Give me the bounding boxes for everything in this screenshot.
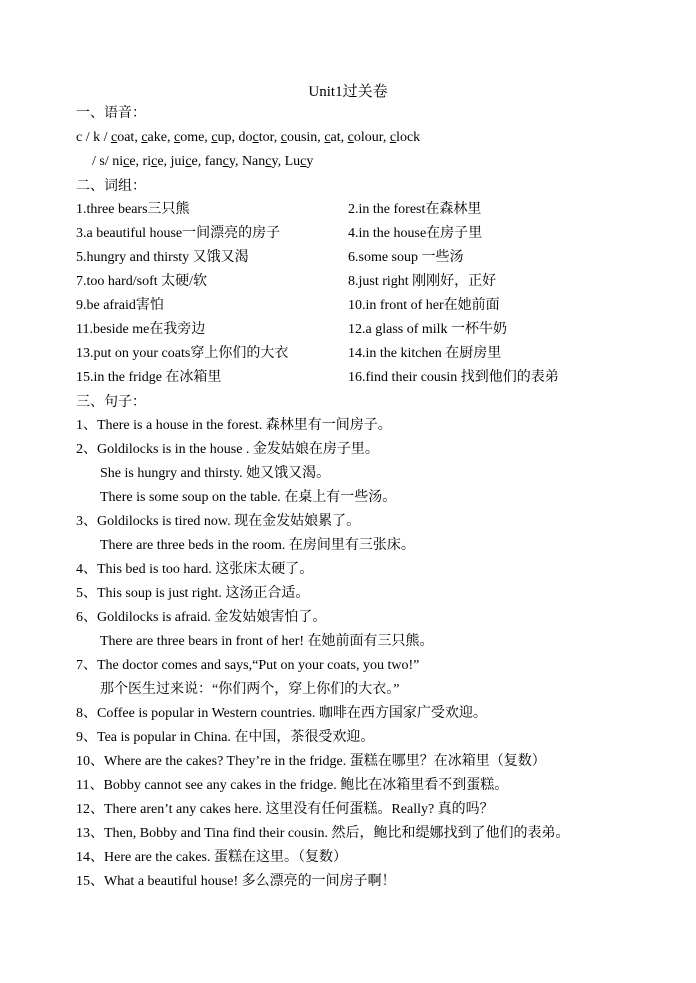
underlined-letter: c xyxy=(141,130,148,145)
sentence-continuation: There is some soup on the table. 在桌上有一些汤。 xyxy=(100,490,397,505)
sentence-continuation: There are three bears in front of her! 在她前面有三只熊。 xyxy=(100,634,434,649)
sentence-item: 2、Goldilocks is in the house . 金发姑娘在房子里。 xyxy=(76,442,379,457)
underlined-letter: c xyxy=(123,154,130,169)
section-phrases-heading: 二、词组： xyxy=(76,178,146,194)
sentence-item: 5、This soup is just right. 这汤正合适。 xyxy=(76,586,310,601)
phrase-item: 6.some soup 一些汤 xyxy=(348,250,464,265)
underlined-letter: c xyxy=(265,154,272,169)
phrase-item: 8.just right 刚刚好，正好 xyxy=(348,274,497,289)
sentence-item: 9、Tea is popular in China. 在中国，茶很受欢迎。 xyxy=(76,730,375,745)
phrase-item: 4.in the house在房子里 xyxy=(348,226,483,241)
phonics-text: / s/ ni xyxy=(92,154,124,169)
phonics-text: e, fan xyxy=(191,154,223,169)
phrase-item: 11.beside me在我旁边 xyxy=(76,322,206,337)
phonics-text: y, Nan xyxy=(228,154,266,169)
phrase-item: 10.in front of her在她前面 xyxy=(348,298,500,313)
sentence-item: 10、Where are the cakes? They’re in the fridge. 蛋糕在哪里？在冰箱里（复数） xyxy=(76,754,546,769)
phonics-text: ake, xyxy=(147,130,174,145)
phonics-text: lock xyxy=(396,130,421,145)
sentence-item: 7、The doctor comes and says,“Put on your coats, you two!” xyxy=(76,658,420,673)
phrase-item: 13.put on your coats穿上你们的大衣 xyxy=(76,346,289,361)
phonics-text: e, jui xyxy=(157,154,186,169)
underlined-letter: c xyxy=(347,130,354,145)
phrase-item: 7.too hard/soft 太硬/软 xyxy=(76,274,208,289)
sentence-item: 8、Coffee is popular in Western countries. 咖啡在西方国家广受欢迎。 xyxy=(76,706,487,721)
underlined-letter: c xyxy=(211,130,218,145)
phrase-item: 15.in the fridge 在冰箱里 xyxy=(76,370,222,385)
phonics-text: oat, xyxy=(117,130,142,145)
phrase-item: 5.hungry and thirsty 又饿又渴 xyxy=(76,250,249,265)
sentence-continuation: There are three beds in the room. 在房间里有三张床。 xyxy=(100,538,415,553)
underlined-letter: c xyxy=(173,130,181,145)
underlined-letter: c xyxy=(389,130,397,145)
page-title: Unit1过关卷 xyxy=(308,84,388,100)
phonics-text: ousin, xyxy=(286,130,325,145)
phonics-text: olour, xyxy=(353,130,390,145)
sentence-item: 12、There aren’t any cakes here. 这里没有任何蛋糕。Really? 真的吗？ xyxy=(76,802,494,817)
sentence-item: 4、This bed is too hard. 这张床太硬了。 xyxy=(76,562,314,577)
sentence-item: 15、What a beautiful house! 多么漂亮的一间房子啊！ xyxy=(76,874,396,889)
underlined-letter: c xyxy=(151,154,158,169)
underlined-letter: c xyxy=(185,154,192,169)
phonics-text: c / k / xyxy=(76,130,111,145)
phonics-text: ome, xyxy=(180,130,212,145)
sentence-item: 11、Bobby cannot see any cakes in the fridge. 鲍比在冰箱里看不到蛋糕。 xyxy=(76,778,509,793)
phrase-item: 12.a glass of milk 一杯牛奶 xyxy=(348,322,508,337)
underlined-letter: c xyxy=(324,130,331,145)
underlined-letter: c xyxy=(300,154,307,169)
phrase-item: 9.be afraid害怕 xyxy=(76,298,164,313)
phonics-text: at, xyxy=(330,130,348,145)
sentence-continuation: 那个医生过来说：“你们两个，穿上你们的大衣。” xyxy=(100,682,400,697)
sentence-item: 14、Here are the cakes. 蛋糕在这里。（复数） xyxy=(76,850,347,865)
phonics-text: e, ri xyxy=(129,154,152,169)
sentence-continuation: She is hungry and thirsty. 她又饿又渴。 xyxy=(100,466,331,481)
underlined-letter: c xyxy=(252,130,259,145)
underlined-letter: c xyxy=(280,130,287,145)
sentence-item: 3、Goldilocks is tired now. 现在金发姑娘累了。 xyxy=(76,514,361,529)
section-sentences-heading: 三、句子： xyxy=(76,394,146,410)
phonics-text: up, do xyxy=(217,130,253,145)
phrase-item: 3.a beautiful house一间漂亮的房子 xyxy=(76,226,281,241)
phrase-item: 1.three bears三只熊 xyxy=(76,202,190,217)
section-phonics-heading: 一、语音： xyxy=(76,105,146,121)
sentence-item: 13、Then, Bobby and Tina find their cousin. 然后，鲍比和缇娜找到了他们的表弟。 xyxy=(76,826,570,841)
sentence-item: 6、Goldilocks is afraid. 金发姑娘害怕了。 xyxy=(76,610,327,625)
phonics-line-k xyxy=(76,128,420,148)
phrase-item: 2.in the forest在森林里 xyxy=(348,202,482,217)
phonics-line-s xyxy=(92,152,313,172)
sentence-item: 1、There is a house in the forest. 森林里有一间房子。 xyxy=(76,418,392,433)
phonics-text: y xyxy=(306,154,314,169)
underlined-letter: c xyxy=(111,130,118,145)
underlined-letter: c xyxy=(222,154,229,169)
phonics-text: tor, xyxy=(258,130,281,145)
phonics-text: y, Lu xyxy=(271,154,301,169)
phrase-item: 16.find their cousin 找到他们的表弟 xyxy=(348,370,559,385)
phrase-item: 14.in the kitchen 在厨房里 xyxy=(348,346,502,361)
